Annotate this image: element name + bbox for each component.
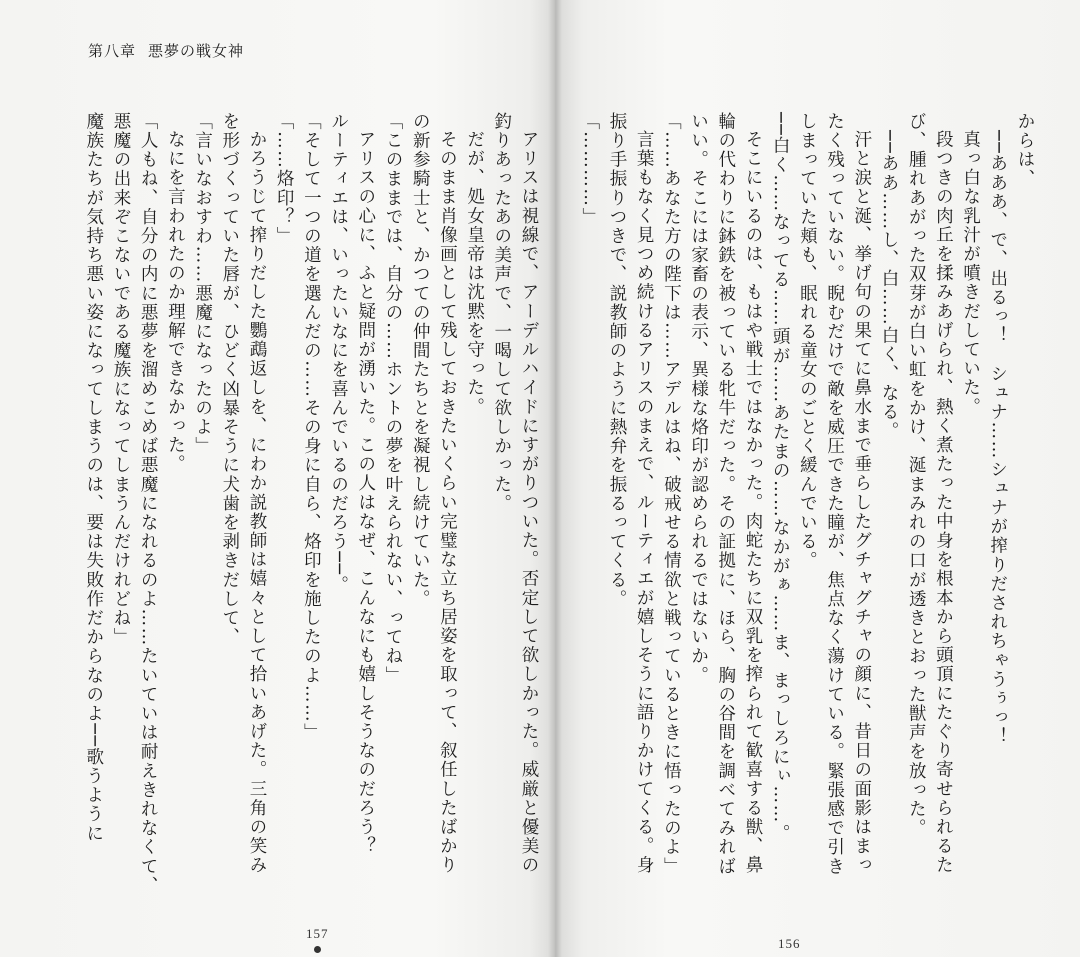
page-marker-dot (314, 946, 321, 953)
text-line: 「言いなおすわ……悪魔になったのよ」 (192, 112, 213, 456)
text-line: 「人もね、自分の内に悪夢を溜めこめば悪魔になれるのよ……たいていは耐えきれなくて、 (138, 112, 159, 896)
text-line: 振り手振りつきで、説教師のように熱弁を振るってくる。 (606, 112, 627, 609)
text-line: 魔族たちが気持ち悪い姿になってしまうのは、要は失敗作だからなのよ──歌うように (83, 112, 104, 843)
book-gutter (548, 0, 562, 957)
text-line: び、腫れあがった双芽が白い虹をかけ、涎まみれの口が透きとおった獣声を放った。 (906, 112, 927, 838)
text-line: だが、処女皇帝は沈黙を守った。 (464, 129, 485, 416)
text-line: なにを言われたのか理解できなかった。 (165, 129, 186, 474)
text-line: 「そして一つの道を選んだの……その身に自ら、烙印を施したのよ……」 (301, 112, 322, 743)
text-line: ──あああ、で、出るっ！ シュナ……シュナが搾りだされちゃうぅっ！ (987, 129, 1008, 746)
text-line: かろうじて搾りだした鸚鵡返しを、にわか説教師は嬉々として拾いあげた。三角の笑み (246, 129, 267, 875)
running-head (88, 40, 244, 61)
text-line: 段つきの肉丘を揉みあげられ、熱く煮たった中身を根本から頭頂にたぐり寄せられるた (933, 129, 954, 875)
page-number-157: 157 (306, 926, 329, 941)
text-line: 「……あなた方の陛下は……アデルはね、破戒せる情欲と戦っているときに悟ったのよ」 (661, 112, 682, 876)
text-line: ──白く……なってる……頭が……あたまの……なかがぁ……ま、まっしろにぃ……。 (770, 112, 791, 843)
chapter-number: 第八章 (88, 42, 137, 60)
text-line: 言葉もなく見つめ続けるアリスのまえで、ルーティエが嬉しそうに語りかけてくる。身 (634, 129, 655, 875)
text-line: アリスの心に、ふと疑問が湧いた。この人はなぜ、こんなにも嬉しそうなのだろう？ (355, 129, 376, 856)
text-line: ──ああ……し、白……白く、なる。 (878, 129, 899, 441)
text-line: ルーティエは、いったいなにを喜んでいるのだろう──。 (328, 112, 349, 595)
text-line: 真っ白な乳汁が噴きだしていた。 (960, 129, 981, 416)
text-line: たく残っていない。睨むだけで敵を威圧できた瞳が、焦点なく蕩けている。緊張感で引き (824, 112, 845, 876)
text-line: 釣りあったあの美声で、一喝して欲しかった。 (491, 112, 512, 514)
text-line: いい。そこには家畜の表示、異様な烙印が認められるではないか。 (688, 112, 709, 685)
chapter-title: 悪夢の戦女神 (148, 42, 245, 60)
text-line: そこにいるのは、もはや戦士ではなかった。肉蛇たちに双乳を搾られて歓喜する獣、鼻 (742, 129, 763, 875)
text-line: 「このままでは、自分の……ホントの夢を叶えられない、ってね」 (382, 112, 403, 685)
text-line: 「……烙印？」 (274, 112, 295, 246)
text-line: の新参騎士と、かつての仲間たちとを凝視し続けていた。 (410, 112, 431, 609)
text-line: 汗と涙と涎、挙げ句の果てに鼻水まで垂らしたグチャグチャの顔に、昔日の面影はまっ (851, 129, 872, 875)
page-number-156: 156 (778, 936, 801, 951)
right-page-body-text (579, 112, 1038, 876)
left-page-body-text (83, 112, 542, 896)
text-line: しまっていた頬も、眠れる童女のごとく緩んでいる。 (797, 112, 818, 571)
text-line: アリスは視線で、アーデルハイドにすがりついた。否定して欲しかった。威厳と優美の (519, 129, 539, 875)
text-line: 悪魔の出来ぞこないである魔族になってしまうんだけれどね」 (110, 112, 131, 647)
text-line: 「…………」 (579, 112, 600, 227)
text-line: を形づくっていた唇が、ひどく凶暴そうに犬歯を剥きだして、 (219, 112, 240, 647)
text-line: 輪の代わりに鉢鉄を被っている牝牛だった。その証拠に、ほら、胸の谷間を調べてみれば (715, 112, 736, 876)
right-page (562, 0, 1080, 957)
text-line: そのまま肖像画として残しておきたいくらい完璧な立ち居姿を取って、叙任したばかり (437, 129, 458, 875)
text-line: からは、 (1015, 112, 1035, 189)
